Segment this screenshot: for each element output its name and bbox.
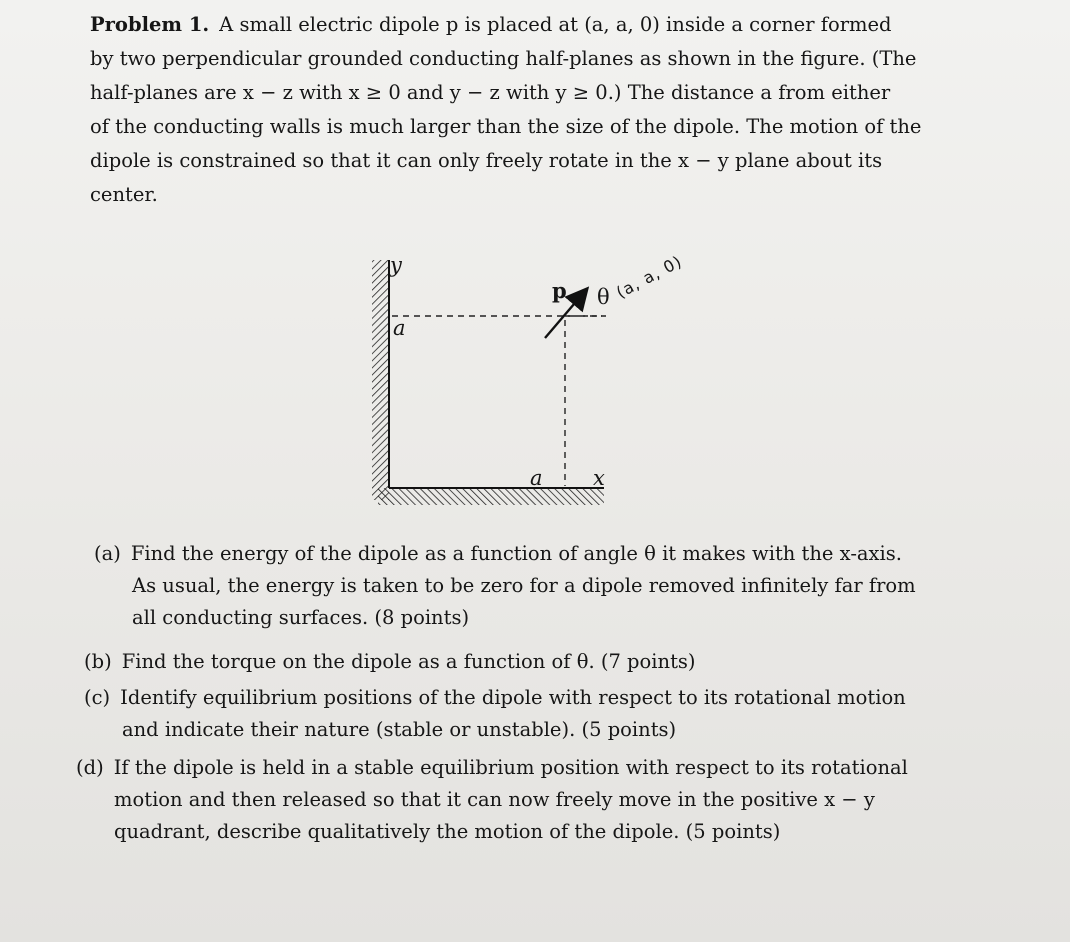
a-vertical-label: a	[393, 316, 406, 340]
question-a-label: (a)	[94, 542, 121, 565]
handwritten-coordinate-note: (a, a, 0)	[613, 251, 686, 302]
question-b	[84, 646, 940, 678]
figure-drawing	[360, 238, 740, 523]
intro-line-6: center.	[90, 183, 158, 206]
intro-line-3: half-planes are x − z with x ≥ 0 and y − z with y ≥ 0.) The distance a from either	[90, 81, 891, 104]
question-c-line-1: (c) Identify equilibrium positions of the dipole with respect to its rotational motion	[84, 682, 940, 714]
angle-label: θ	[597, 285, 610, 309]
question-c-line-2: and indicate their nature (stable or unstable). (5 points)	[122, 718, 677, 741]
question-d-line-1: (d) If the dipole is held in a stable equilibrium position with respect to its rotational	[76, 752, 940, 784]
question-c-label: (c)	[84, 686, 111, 709]
question-d	[76, 752, 940, 848]
horizontal-wall-hatch	[378, 488, 604, 505]
a-horizontal-label: a	[530, 466, 543, 490]
problem-heading: Problem 1.	[90, 13, 210, 36]
question-b-label: (b)	[84, 650, 112, 673]
corner-figure	[360, 238, 740, 523]
intro-line-2: by two perpendicular grounded conducting half-planes as shown in the figure. (The	[90, 47, 917, 70]
problem-statement	[90, 8, 928, 212]
x-axis-label: x	[593, 466, 605, 490]
intro-line-5: dipole is constrained so that it can only freely rotate in the x − y plane about its	[90, 149, 883, 172]
intro-line-1: Problem 1. A small electric dipole p is placed at (a, a, 0) inside a corner formed	[90, 13, 892, 36]
question-d-line-2: motion and then released so that it can now freely move in the positive x − y	[114, 788, 875, 811]
question-a-line-3: all conducting surfaces. (8 points)	[132, 606, 470, 629]
vertical-wall-hatch	[372, 260, 389, 500]
y-axis-label: y	[390, 253, 402, 277]
question-a	[94, 538, 940, 634]
dipole-label: p	[552, 278, 567, 303]
intro-line-4: of the conducting walls is much larger than the size of the dipole. The motion of the	[90, 115, 922, 138]
question-b-line-1: (b) Find the torque on the dipole as a function of θ. (7 points)	[84, 646, 940, 678]
question-d-line-3: quadrant, describe qualitatively the motion of the dipole. (5 points)	[114, 820, 781, 843]
question-c	[84, 682, 940, 746]
question-a-line-1: (a) Find the energy of the dipole as a function of angle θ it makes with the x-axis.	[94, 538, 940, 570]
question-d-label: (d)	[76, 756, 104, 779]
question-a-line-2: As usual, the energy is taken to be zero for a dipole removed infinitely far from	[132, 574, 916, 597]
